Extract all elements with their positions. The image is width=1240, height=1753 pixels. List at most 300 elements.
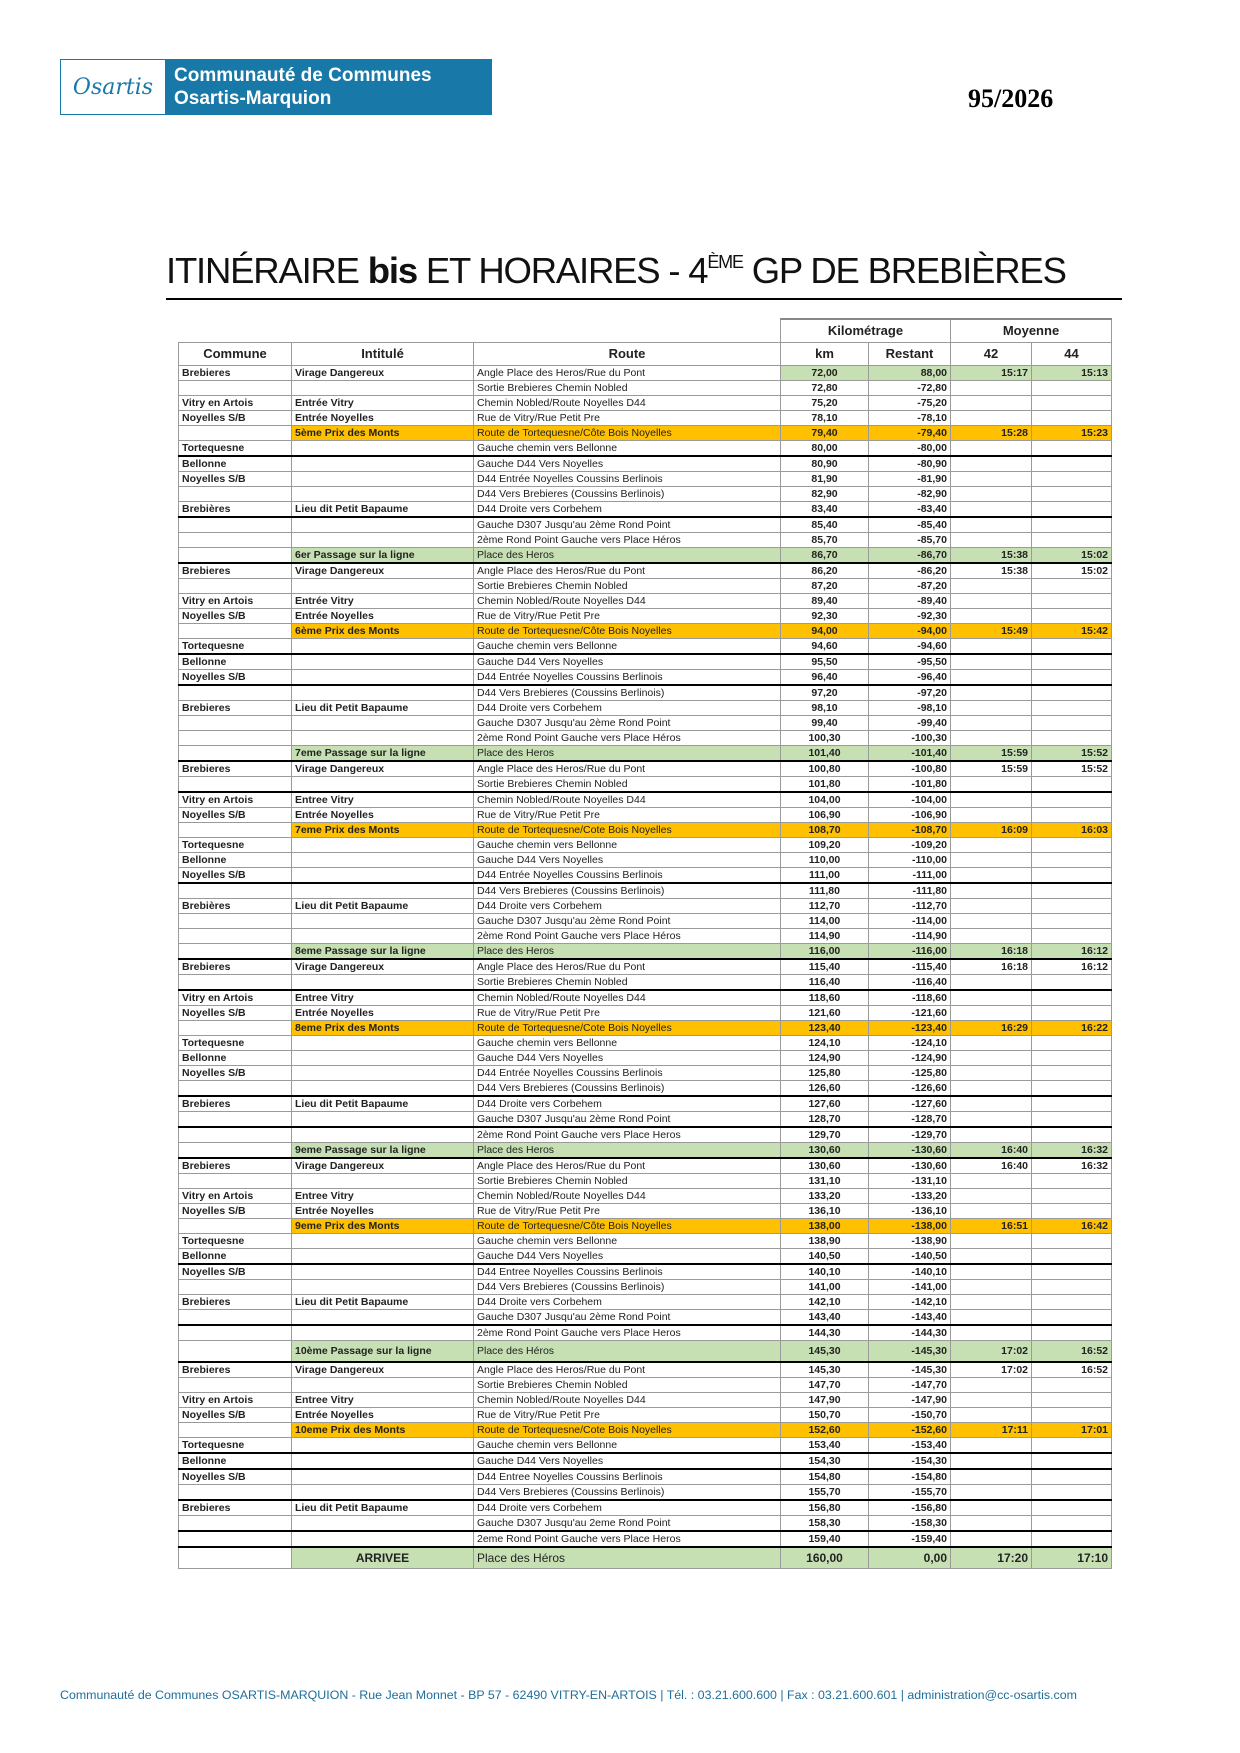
time-42-cell (951, 411, 1032, 426)
km-cell: 78,10 (781, 411, 869, 426)
time-44-cell (1032, 838, 1112, 853)
route-cell: Gauche D307 Jusqu'au 2ème Rond Point (474, 517, 781, 533)
km-cell: 112,70 (781, 899, 869, 914)
time-44-cell (1032, 396, 1112, 411)
km-cell: 116,00 (781, 944, 869, 960)
restant-cell: -96,40 (869, 670, 951, 686)
table-row (179, 533, 1112, 548)
route-cell: D44 Entrée Noyelles Coussins Berlinois (474, 670, 781, 686)
time-42-cell (951, 654, 1032, 670)
route-cell: Gauche chemin vers Bellonne (474, 838, 781, 853)
time-44-cell (1032, 594, 1112, 609)
time-42-cell: 17:02 (951, 1362, 1032, 1378)
time-42-cell: 16:51 (951, 1219, 1032, 1234)
route-cell: Place des Heros (474, 944, 781, 960)
table-row (179, 487, 1112, 502)
time-42-cell (951, 716, 1032, 731)
route-cell: Place des Heros (474, 1143, 781, 1159)
time-44-cell (1032, 609, 1112, 624)
km-cell: 115,40 (781, 959, 869, 975)
route-cell: Place des Héros (474, 1547, 781, 1569)
km-cell: 160,00 (781, 1547, 869, 1569)
table-row (179, 1021, 1112, 1036)
commune-cell (179, 1174, 292, 1189)
restant-cell: -116,40 (869, 975, 951, 991)
restant-cell: -75,20 (869, 396, 951, 411)
commune-cell: Noyelles S/B (179, 411, 292, 426)
table-row (179, 548, 1112, 564)
intitule-cell (292, 1485, 474, 1501)
route-cell: Place des Héros (474, 1341, 781, 1363)
time-44-cell (1032, 1453, 1112, 1469)
time-44-cell (1032, 1234, 1112, 1249)
table-row (179, 670, 1112, 686)
km-cell: 156,80 (781, 1500, 869, 1516)
km-cell: 101,40 (781, 746, 869, 762)
restant-cell: -158,30 (869, 1516, 951, 1532)
commune-cell: Noyelles S/B (179, 1469, 292, 1485)
table-row (179, 1531, 1112, 1547)
restant-cell: -147,70 (869, 1378, 951, 1393)
table-row (179, 426, 1112, 441)
time-42-cell: 16:40 (951, 1143, 1032, 1159)
commune-cell (179, 1081, 292, 1097)
commune-cell: Noyelles S/B (179, 808, 292, 823)
commune-cell: Noyelles S/B (179, 1264, 292, 1280)
route-cell: Sortie Brebieres Chemin Nobled (474, 381, 781, 396)
restant-cell: -138,00 (869, 1219, 951, 1234)
route-cell: Route de Tortequesne/Côte Bois Noyelles (474, 426, 781, 441)
km-cell: 140,50 (781, 1249, 869, 1265)
table-row (179, 1500, 1112, 1516)
time-44-cell: 16:03 (1032, 823, 1112, 838)
commune-cell (179, 533, 292, 548)
time-44-cell: 15:13 (1032, 366, 1112, 381)
restant-cell: -80,00 (869, 441, 951, 457)
org-line-2: Osartis-Marquion (174, 88, 332, 109)
time-44-cell (1032, 472, 1112, 487)
commune-cell: Brebieres (179, 366, 292, 381)
route-cell: Chemin Nobled/Route Noyelles D44 (474, 594, 781, 609)
time-42-cell (951, 1174, 1032, 1189)
km-cell: 126,60 (781, 1081, 869, 1097)
restant-cell: -97,20 (869, 685, 951, 701)
table-row (179, 792, 1112, 808)
restant-cell: -72,80 (869, 381, 951, 396)
intitule-cell (292, 716, 474, 731)
km-cell: 124,90 (781, 1051, 869, 1066)
intitule-cell: 8eme Prix des Monts (292, 1021, 474, 1036)
route-cell: Place des Heros (474, 746, 781, 762)
restant-cell: -159,40 (869, 1531, 951, 1547)
km-cell: 104,00 (781, 792, 869, 808)
table-row (179, 701, 1112, 716)
commune-cell (179, 731, 292, 746)
intitule-cell (292, 533, 474, 548)
restant-cell: -115,40 (869, 959, 951, 975)
route-cell: Rue de Vitry/Rue Petit Pre (474, 1204, 781, 1219)
restant-cell: -136,10 (869, 1204, 951, 1219)
restant-cell: -110,00 (869, 853, 951, 868)
km-cell: 140,10 (781, 1264, 869, 1280)
table-row (179, 411, 1112, 426)
table-row (179, 1453, 1112, 1469)
table-row (179, 1158, 1112, 1174)
time-42-cell: 16:18 (951, 959, 1032, 975)
table-row (179, 639, 1112, 655)
commune-cell (179, 1423, 292, 1438)
km-cell: 142,10 (781, 1295, 869, 1310)
restant-cell: -100,30 (869, 731, 951, 746)
commune-cell: Brebieres (179, 701, 292, 716)
commune-cell (179, 777, 292, 793)
route-cell: Gauche chemin vers Bellonne (474, 1438, 781, 1454)
time-42-cell (951, 1036, 1032, 1051)
intitule-cell: 9eme Prix des Monts (292, 1219, 474, 1234)
commune-cell (179, 1127, 292, 1143)
table-row (179, 1280, 1112, 1295)
km-cell: 147,90 (781, 1393, 869, 1408)
table-row (179, 1485, 1112, 1501)
commune-cell: Noyelles S/B (179, 1066, 292, 1081)
time-42-cell (951, 1051, 1032, 1066)
km-cell: 145,30 (781, 1341, 869, 1363)
time-42-cell (951, 472, 1032, 487)
table-row (179, 990, 1112, 1006)
time-44-cell (1032, 1325, 1112, 1341)
commune-cell: Vitry en Artois (179, 1393, 292, 1408)
restant-cell: -123,40 (869, 1021, 951, 1036)
intitule-cell: 9eme Passage sur la ligne (292, 1143, 474, 1159)
intitule-cell: Lieu dit Petit Bapaume (292, 1096, 474, 1112)
km-cell: 72,00 (781, 366, 869, 381)
km-cell: 99,40 (781, 716, 869, 731)
route-cell: Gauche D44 Vers Noyelles (474, 1249, 781, 1265)
commune-cell (179, 1516, 292, 1532)
restant-cell: -114,90 (869, 929, 951, 944)
restant-cell: -86,20 (869, 563, 951, 579)
restant-cell: -104,00 (869, 792, 951, 808)
route-cell: 2ème Rond Point Gauche vers Place Heros (474, 1325, 781, 1341)
restant-cell: -85,40 (869, 517, 951, 533)
intitule-cell: Entrée Noyelles (292, 1006, 474, 1021)
commune-cell: Noyelles S/B (179, 1408, 292, 1423)
title-part: ITINÉRAIRE (166, 250, 368, 291)
restant-cell: -152,60 (869, 1423, 951, 1438)
commune-cell: Brebieres (179, 1295, 292, 1310)
route-cell: Angle Place des Heros/Rue du Pont (474, 1158, 781, 1174)
time-42-cell (951, 1393, 1032, 1408)
organization-name (165, 60, 432, 114)
time-42-cell (951, 1096, 1032, 1112)
time-44-cell (1032, 381, 1112, 396)
time-44-cell: 16:12 (1032, 944, 1112, 960)
route-cell: Route de Tortequesne/Côte Bois Noyelles (474, 1219, 781, 1234)
intitule-cell (292, 868, 474, 884)
time-42-cell (951, 456, 1032, 472)
restant-cell: -94,00 (869, 624, 951, 639)
time-42-cell (951, 1112, 1032, 1128)
km-cell: 100,80 (781, 761, 869, 777)
commune-cell: Vitry en Artois (179, 990, 292, 1006)
time-44-cell: 15:02 (1032, 548, 1112, 564)
km-cell: 152,60 (781, 1423, 869, 1438)
route-cell: Gauche chemin vers Bellonne (474, 1036, 781, 1051)
commune-cell (179, 746, 292, 762)
commune-cell: Brebieres (179, 959, 292, 975)
commune-cell (179, 487, 292, 502)
column-header-km: km (781, 343, 869, 366)
time-44-cell (1032, 670, 1112, 686)
time-44-cell (1032, 1280, 1112, 1295)
table-row (179, 1378, 1112, 1393)
intitule-cell: ARRIVEE (292, 1547, 474, 1569)
time-42-cell (951, 990, 1032, 1006)
route-cell: D44 Droite vers Corbehem (474, 1500, 781, 1516)
km-cell: 86,20 (781, 563, 869, 579)
route-cell: Chemin Nobled/Route Noyelles D44 (474, 1189, 781, 1204)
route-cell: Sortie Brebieres Chemin Nobled (474, 777, 781, 793)
intitule-cell (292, 777, 474, 793)
table-row (179, 1295, 1112, 1310)
intitule-cell: 6er Passage sur la ligne (292, 548, 474, 564)
organization-logo (60, 59, 492, 115)
restant-cell: -121,60 (869, 1006, 951, 1021)
intitule-cell (292, 441, 474, 457)
time-42-cell (951, 1066, 1032, 1081)
time-42-cell (951, 808, 1032, 823)
restant-cell: -87,20 (869, 579, 951, 594)
commune-cell: Brebieres (179, 563, 292, 579)
route-cell: Gauche chemin vers Bellonne (474, 639, 781, 655)
commune-cell (179, 1219, 292, 1234)
time-42-cell (951, 929, 1032, 944)
km-cell: 85,70 (781, 533, 869, 548)
time-42-cell (951, 1408, 1032, 1423)
km-cell: 98,10 (781, 701, 869, 716)
time-42-cell (951, 838, 1032, 853)
intitule-cell: Entree Vitry (292, 792, 474, 808)
restant-cell: -130,60 (869, 1143, 951, 1159)
intitule-cell: Lieu dit Petit Bapaume (292, 502, 474, 518)
table-row (179, 1204, 1112, 1219)
commune-cell (179, 1325, 292, 1341)
time-42-cell (951, 517, 1032, 533)
title-part: GP DE BREBIÈRES (742, 250, 1066, 291)
restant-cell: -112,70 (869, 899, 951, 914)
km-cell: 138,90 (781, 1234, 869, 1249)
time-42-cell: 17:20 (951, 1547, 1032, 1569)
restant-cell: -81,90 (869, 472, 951, 487)
intitule-cell: Virage Dangereux (292, 959, 474, 975)
intitule-cell: Entrée Noyelles (292, 808, 474, 823)
route-cell: Sortie Brebieres Chemin Nobled (474, 1174, 781, 1189)
title-underline (166, 298, 1122, 300)
km-cell: 86,70 (781, 548, 869, 564)
intitule-cell (292, 914, 474, 929)
intitule-cell (292, 1310, 474, 1326)
table-row (179, 609, 1112, 624)
intitule-cell: Entrée Noyelles (292, 609, 474, 624)
commune-cell: Brebieres (179, 761, 292, 777)
time-44-cell: 15:23 (1032, 426, 1112, 441)
table-row (179, 761, 1112, 777)
route-cell: D44 Vers Brebieres (Coussins Berlinois) (474, 1081, 781, 1097)
footer-contact: Communauté de Communes OSARTIS-MARQUION - Rue Jean Monnet - BP 57 - 62490 VITRY-EN-ARTOIS | Tél. : 03.21.600.600 | Fax : 03.21.600.601 | administration@cc-osartis.com (60, 1688, 1077, 1702)
restant-cell: -94,60 (869, 639, 951, 655)
time-44-cell: 15:52 (1032, 761, 1112, 777)
km-cell: 121,60 (781, 1006, 869, 1021)
restant-cell: -99,40 (869, 716, 951, 731)
route-cell: Gauche D44 Vers Noyelles (474, 1051, 781, 1066)
time-44-cell (1032, 731, 1112, 746)
intitule-cell: Lieu dit Petit Bapaume (292, 1500, 474, 1516)
km-cell: 118,60 (781, 990, 869, 1006)
commune-cell: Brebières (179, 502, 292, 518)
intitule-cell (292, 1066, 474, 1081)
restant-cell: -85,70 (869, 533, 951, 548)
route-cell: Angle Place des Heros/Rue du Pont (474, 959, 781, 975)
intitule-cell: 8eme Passage sur la ligne (292, 944, 474, 960)
commune-cell: Bellonne (179, 1249, 292, 1265)
commune-cell (179, 975, 292, 991)
commune-cell: Brebieres (179, 1362, 292, 1378)
time-42-cell (951, 914, 1032, 929)
time-44-cell (1032, 1174, 1112, 1189)
table-row (179, 959, 1112, 975)
restant-cell: -127,60 (869, 1096, 951, 1112)
intitule-cell: Entrée Noyelles (292, 411, 474, 426)
intitule-cell: Virage Dangereux (292, 1362, 474, 1378)
commune-cell (179, 381, 292, 396)
header-spacer (179, 319, 781, 343)
time-44-cell: 16:22 (1032, 1021, 1112, 1036)
group-header-kilometrage: Kilométrage (781, 319, 951, 343)
table-row (179, 1325, 1112, 1341)
restant-cell: -124,10 (869, 1036, 951, 1051)
restant-cell: -124,90 (869, 1051, 951, 1066)
commune-cell (179, 1485, 292, 1501)
commune-cell: Tortequesne (179, 1234, 292, 1249)
km-cell: 85,40 (781, 517, 869, 533)
route-cell: D44 Droite vers Corbehem (474, 1096, 781, 1112)
restant-cell: -144,30 (869, 1325, 951, 1341)
route-cell: Gauche D44 Vers Noyelles (474, 456, 781, 472)
commune-cell: Noyelles S/B (179, 609, 292, 624)
time-44-cell (1032, 883, 1112, 899)
intitule-cell: 10ème Passage sur la ligne (292, 1341, 474, 1363)
restant-cell: -78,10 (869, 411, 951, 426)
route-cell: Gauche chemin vers Bellonne (474, 441, 781, 457)
time-42-cell: 15:59 (951, 761, 1032, 777)
intitule-cell (292, 456, 474, 472)
km-cell: 92,30 (781, 609, 869, 624)
time-42-cell (951, 868, 1032, 884)
restant-cell: -111,00 (869, 868, 951, 884)
km-cell: 110,00 (781, 853, 869, 868)
commune-cell (179, 1021, 292, 1036)
time-42-cell (951, 609, 1032, 624)
time-42-cell (951, 533, 1032, 548)
time-42-cell (951, 594, 1032, 609)
route-cell: Rue de Vitry/Rue Petit Pre (474, 1006, 781, 1021)
time-44-cell (1032, 808, 1112, 823)
restant-cell: 0,00 (869, 1547, 951, 1569)
table-row (179, 1469, 1112, 1485)
time-44-cell: 16:12 (1032, 959, 1112, 975)
intitule-cell (292, 1036, 474, 1051)
intitule-cell: 5ème Prix des Monts (292, 426, 474, 441)
km-cell: 106,90 (781, 808, 869, 823)
table-row (179, 1362, 1112, 1378)
route-cell: Chemin Nobled/Route Noyelles D44 (474, 792, 781, 808)
column-header-42: 42 (951, 343, 1032, 366)
km-cell: 94,00 (781, 624, 869, 639)
intitule-cell: Entrée Vitry (292, 594, 474, 609)
route-cell: Sortie Brebieres Chemin Nobled (474, 579, 781, 594)
time-42-cell: 15:28 (951, 426, 1032, 441)
intitule-cell (292, 654, 474, 670)
km-cell: 131,10 (781, 1174, 869, 1189)
time-44-cell (1032, 639, 1112, 655)
time-42-cell (951, 1438, 1032, 1454)
commune-cell: Noyelles S/B (179, 1006, 292, 1021)
commune-cell: Tortequesne (179, 441, 292, 457)
commune-cell: Bellonne (179, 456, 292, 472)
commune-cell: Bellonne (179, 1051, 292, 1066)
km-cell: 155,70 (781, 1485, 869, 1501)
km-cell: 130,60 (781, 1158, 869, 1174)
commune-cell (179, 579, 292, 594)
km-cell: 96,40 (781, 670, 869, 686)
time-44-cell (1032, 1036, 1112, 1051)
intitule-cell: Lieu dit Petit Bapaume (292, 701, 474, 716)
intitule-cell (292, 1325, 474, 1341)
table-row (179, 716, 1112, 731)
time-44-cell (1032, 929, 1112, 944)
time-44-cell: 15:42 (1032, 624, 1112, 639)
km-cell: 80,00 (781, 441, 869, 457)
time-42-cell (951, 1081, 1032, 1097)
commune-cell (179, 624, 292, 639)
table-row (179, 1066, 1112, 1081)
intitule-cell (292, 1453, 474, 1469)
route-cell: D44 Entree Noyelles Coussins Berlinois (474, 1469, 781, 1485)
route-cell: D44 Droite vers Corbehem (474, 502, 781, 518)
time-42-cell: 15:17 (951, 366, 1032, 381)
km-cell: 145,30 (781, 1362, 869, 1378)
route-cell: D44 Droite vers Corbehem (474, 701, 781, 716)
route-cell: D44 Vers Brebieres (Coussins Berlinois) (474, 1485, 781, 1501)
commune-cell (179, 517, 292, 533)
table-row (179, 1393, 1112, 1408)
km-cell: 95,50 (781, 654, 869, 670)
restant-cell: -129,70 (869, 1127, 951, 1143)
table-row (179, 899, 1112, 914)
commune-cell: Vitry en Artois (179, 792, 292, 808)
itinerary-table (178, 318, 1112, 1569)
time-44-cell (1032, 1112, 1112, 1128)
time-44-cell (1032, 654, 1112, 670)
route-cell: Rue de Vitry/Rue Petit Pre (474, 808, 781, 823)
intitule-cell: Virage Dangereux (292, 366, 474, 381)
intitule-cell: Virage Dangereux (292, 1158, 474, 1174)
commune-cell: Brebieres (179, 1158, 292, 1174)
intitule-cell (292, 975, 474, 991)
km-cell: 150,70 (781, 1408, 869, 1423)
intitule-cell: Entrée Noyelles (292, 1204, 474, 1219)
column-header-commune: Commune (179, 343, 292, 366)
